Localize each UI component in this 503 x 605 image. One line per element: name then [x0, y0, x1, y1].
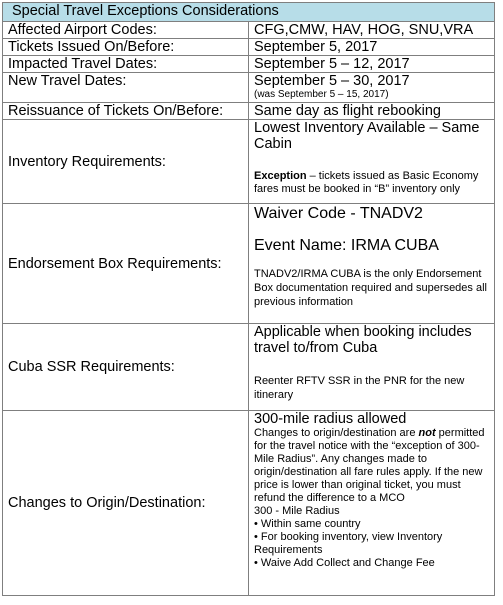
- waiver-code: Waiver Code - TNADV2: [254, 205, 423, 222]
- bullet-list-item: • For booking inventory, view Inventory Requirements: [254, 531, 443, 556]
- airports-label: Affected Airport Codes:: [3, 22, 249, 39]
- new-dates-previous: (was September 5 – 15, 2017): [254, 89, 389, 100]
- origin-label: Changes to Origin/Destination:: [3, 411, 249, 596]
- radius-heading: 300 - Mile Radius: [254, 505, 340, 517]
- inventory-cell: [249, 120, 495, 204]
- origin-heading: 300-mile radius allowed: [254, 411, 407, 427]
- reissue-value: Same day as flight rebooking: [249, 103, 495, 120]
- origin-text-c: permitted for the travel notice with the “exception of 300-Mile Radius”. Any changes made to origin/destination all fare rules apply. If the new price is lower than original ticket, you must refund the difference to a MCO: [254, 427, 485, 504]
- origin-text-a: Changes to origin/destination are: [254, 427, 419, 439]
- origin-cell: [249, 411, 495, 596]
- new-dates-label: New Travel Dates:: [3, 73, 249, 103]
- table-title: Special Travel Exceptions Considerations: [3, 3, 495, 22]
- new-dates-cell: [249, 73, 495, 103]
- table-row: [3, 204, 495, 324]
- event-name: Event Name: IRMA CUBA: [254, 237, 439, 254]
- endorsement-label: Endorsement Box Requirements:: [3, 204, 249, 324]
- endorsement-note: TNADV2/IRMA CUBA is the only Endorsement Box documentation required and supersedes all previous information: [254, 268, 487, 308]
- cuba-ssr-note: Reenter RFTV SSR in the PNR for the new itinerary: [254, 375, 465, 401]
- issued-value: September 5, 2017: [249, 39, 495, 56]
- exception-text: – tickets issued as Basic Economy fares must be booked in “B” inventory only: [254, 170, 479, 195]
- impacted-label: Impacted Travel Dates:: [3, 56, 249, 73]
- origin-text-not: not: [418, 427, 436, 439]
- inventory-exception: [254, 170, 489, 196]
- exception-bold: Exception: [254, 170, 307, 182]
- table-row: [3, 56, 495, 73]
- bullet-list-item: • Within same country: [254, 518, 361, 530]
- table-header-row: [3, 3, 495, 22]
- new-dates-value: September 5 – 30, 2017: [254, 73, 410, 89]
- table-row: [3, 411, 495, 596]
- exceptions-table: [2, 2, 495, 596]
- inventory-value: Lowest Inventory Available – Same Cabin: [254, 120, 480, 152]
- table-row: [3, 103, 495, 120]
- endorsement-cell: [249, 204, 495, 324]
- table-row: [3, 39, 495, 56]
- table-row: [3, 22, 495, 39]
- origin-paragraph: [254, 427, 489, 505]
- reissue-label: Reissuance of Tickets On/Before:: [3, 103, 249, 120]
- table-row: [3, 324, 495, 411]
- airports-value: CFG,CMW, HAV, HOG, SNU,VRA: [249, 22, 495, 39]
- issued-label: Tickets Issued On/Before:: [3, 39, 249, 56]
- cuba-ssr-label: Cuba SSR Requirements:: [3, 324, 249, 411]
- inventory-label: Inventory Requirements:: [3, 120, 249, 204]
- bullet-list-item: • Waive Add Collect and Change Fee: [254, 557, 435, 569]
- cuba-ssr-cell: [249, 324, 495, 411]
- table-row: [3, 73, 495, 103]
- impacted-value: September 5 – 12, 2017: [249, 56, 495, 73]
- table-row: [3, 120, 495, 204]
- cuba-ssr-value: Applicable when booking includes travel to/from Cuba: [254, 324, 472, 356]
